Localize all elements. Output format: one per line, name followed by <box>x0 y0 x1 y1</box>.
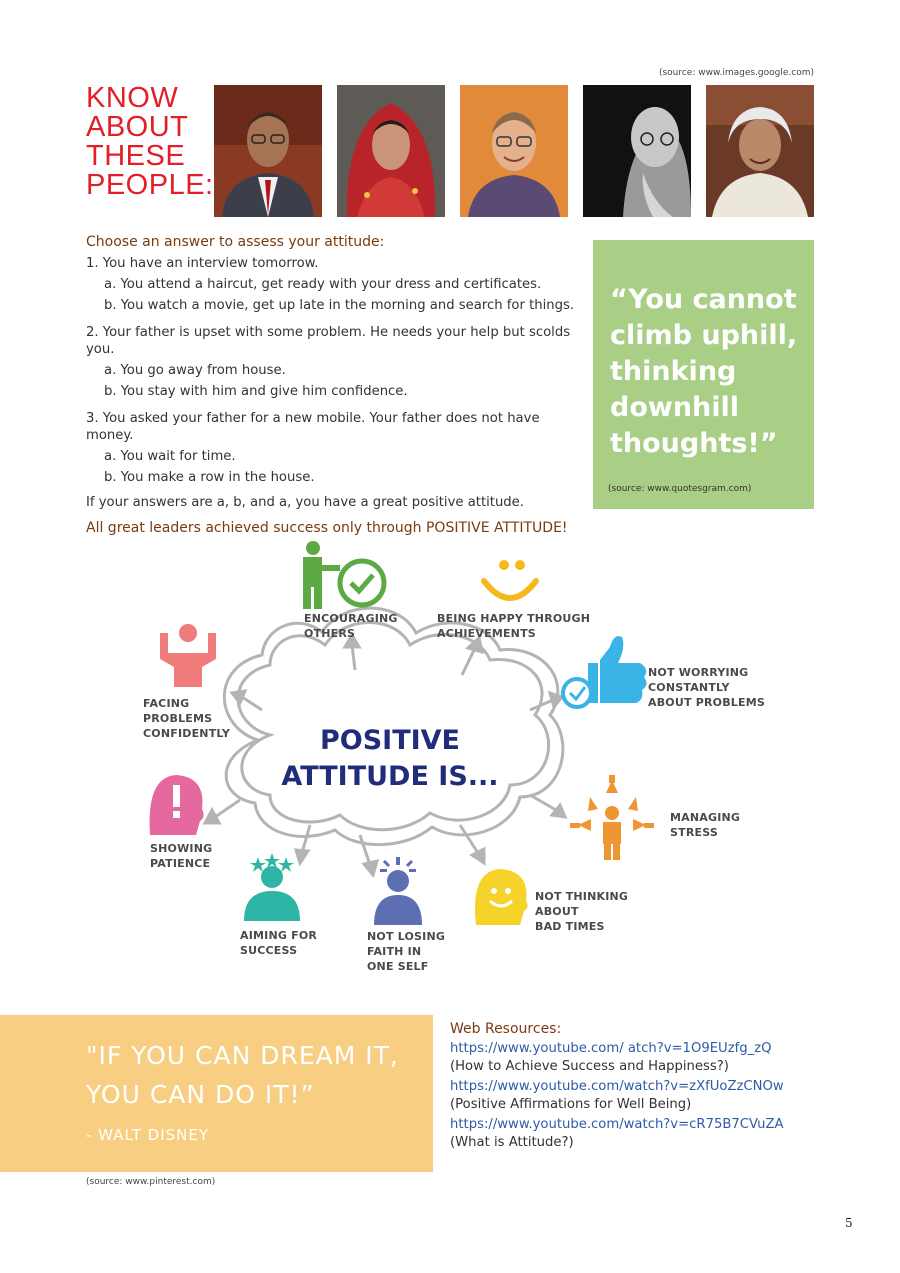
quote-line: downhill <box>610 392 740 423</box>
label-aiming-for-success <box>240 928 317 958</box>
resource-description: (What is Attitude?) <box>450 1135 574 1150</box>
quote-line: YOU CAN DO IT!” <box>86 1080 315 1109</box>
smile-icon <box>484 560 536 598</box>
label-line: ABOUT PROBLEMS <box>648 696 765 709</box>
quote-text <box>610 282 810 462</box>
label-not-thinking-bad-times <box>535 889 628 934</box>
label-not-losing-faith <box>367 929 445 974</box>
label-showing-patience <box>150 841 212 871</box>
stress-icon <box>570 775 654 860</box>
title-line: THESE <box>86 140 186 172</box>
resource-link[interactable]: https://www.youtube.com/watch?v=cR75B7CVuZA <box>450 1117 784 1132</box>
quote-line: “You cannot <box>610 284 797 315</box>
label-line: ENCOURAGING <box>304 612 398 625</box>
label-line: BEING HAPPY THROUGH <box>437 612 591 625</box>
thumbs-up-icon <box>563 636 647 707</box>
quote-text <box>86 1036 431 1114</box>
label-not-worrying <box>648 665 765 710</box>
label-line: PATIENCE <box>150 857 211 870</box>
person-photo-3 <box>460 85 568 217</box>
label-encouraging-others <box>304 611 398 641</box>
quote-author: - WALT DISNEY <box>86 1126 210 1144</box>
question: 2. Your father is upset with some problem. He needs your help but scolds you. <box>86 325 571 357</box>
question: 3. You asked your father for a new mobile. Your father does not have money. <box>86 411 540 443</box>
head-exclamation-icon <box>150 775 204 835</box>
center-title-line: ATTITUDE IS... <box>281 761 499 792</box>
label-line: PROBLEMS <box>143 712 213 725</box>
label-line: FAITH IN <box>367 945 422 958</box>
answer-option: b. You make a row in the house. <box>104 470 315 485</box>
person-photo-1 <box>214 85 322 217</box>
quote-line: thinking <box>610 356 737 387</box>
label-line: SHOWING <box>150 842 213 855</box>
title-line: PEOPLE: <box>86 169 214 201</box>
answer-option: a. You wait for time. <box>104 449 236 464</box>
label-line: CONSTANTLY <box>648 681 730 694</box>
title-line: KNOW <box>86 82 179 114</box>
web-resources <box>450 1021 880 1152</box>
diagram-center-title <box>270 723 510 795</box>
web-resources-heading: Web Resources: <box>450 1021 562 1037</box>
label-line: NOT WORRYING <box>648 666 749 679</box>
quiz-heading: Choose an answer to assess your attitude: <box>86 234 385 250</box>
title-line: ABOUT <box>86 111 189 143</box>
image-source-note: (source: www.images.google.com) <box>658 68 814 78</box>
resource-link[interactable]: https://www.youtube.com/watch?v=zXfUoZzCNOw <box>450 1079 784 1094</box>
label-line: CONFIDENTLY <box>143 727 231 740</box>
label-line: OTHERS <box>304 627 356 640</box>
label-line: BAD TIMES <box>535 920 605 933</box>
label-being-happy <box>437 611 590 641</box>
center-title-line: POSITIVE <box>319 725 461 756</box>
person-stars-icon <box>244 853 300 921</box>
encouraging-icon <box>303 541 384 609</box>
page-number: 5 <box>845 1216 853 1230</box>
positive-attitude-diagram <box>0 535 900 985</box>
quote-line: "IF YOU CAN DREAM IT, <box>86 1041 399 1070</box>
person-arms-up-icon <box>160 624 216 687</box>
portrait-illustration <box>214 85 322 217</box>
quiz-conclusion: If your answers are a, b, and a, you have a great positive attitude. <box>86 495 524 510</box>
question: 1. You have an interview tomorrow. <box>86 256 319 271</box>
person-photo-5 <box>706 85 814 217</box>
answer-option: a. You go away from house. <box>104 363 286 378</box>
person-photo-2 <box>337 85 445 217</box>
answer-option: b. You stay with him and give him confidence. <box>104 384 408 399</box>
smiley-head-icon <box>475 869 528 925</box>
quote-line: climb uphill, <box>610 320 798 351</box>
answer-option: a. You attend a haircut, get ready with your dress and certificates. <box>104 277 542 292</box>
portrait-illustration <box>583 85 691 217</box>
quote-box-green <box>593 240 814 509</box>
attitude-quiz <box>86 234 586 537</box>
label-line: AIMING FOR <box>240 929 318 942</box>
label-line: NOT LOSING <box>367 930 446 943</box>
image-source-note: (source: www.pinterest.com) <box>86 1177 216 1187</box>
label-line: ACHIEVEMENTS <box>437 627 536 640</box>
resource-link[interactable]: https://www.youtube.com/ atch?v=1O9EUzfg_zQ <box>450 1041 772 1056</box>
portrait-illustration <box>460 85 568 217</box>
quote-box-yellow <box>0 1015 433 1172</box>
leaders-statement: All great leaders achieved success only through POSITIVE ATTITUDE! <box>86 520 568 536</box>
resource-description: (Positive Affirmations for Well Being) <box>450 1097 692 1112</box>
label-line: NOT THINKING <box>535 890 629 903</box>
label-managing-stress <box>670 810 740 840</box>
label-line: STRESS <box>670 826 718 839</box>
label-line: SUCCESS <box>240 944 298 957</box>
label-line: MANAGING <box>670 811 741 824</box>
person-photo-4 <box>583 85 691 217</box>
resource-description: (How to Achieve Success and Happiness?) <box>450 1059 729 1074</box>
answer-option: b. You watch a movie, get up late in the morning and search for things. <box>104 298 575 313</box>
quote-source: (source: www.quotesgram.com) <box>608 484 752 494</box>
section-title <box>86 84 214 200</box>
quote-line: thoughts!” <box>610 428 778 459</box>
label-line: ONE SELF <box>367 960 429 973</box>
portrait-illustration <box>337 85 445 217</box>
label-line: FACING <box>143 697 190 710</box>
label-line: ABOUT <box>535 905 579 918</box>
portrait-illustration <box>706 85 814 217</box>
person-idea-icon <box>374 857 422 925</box>
label-facing-problems <box>143 696 230 741</box>
